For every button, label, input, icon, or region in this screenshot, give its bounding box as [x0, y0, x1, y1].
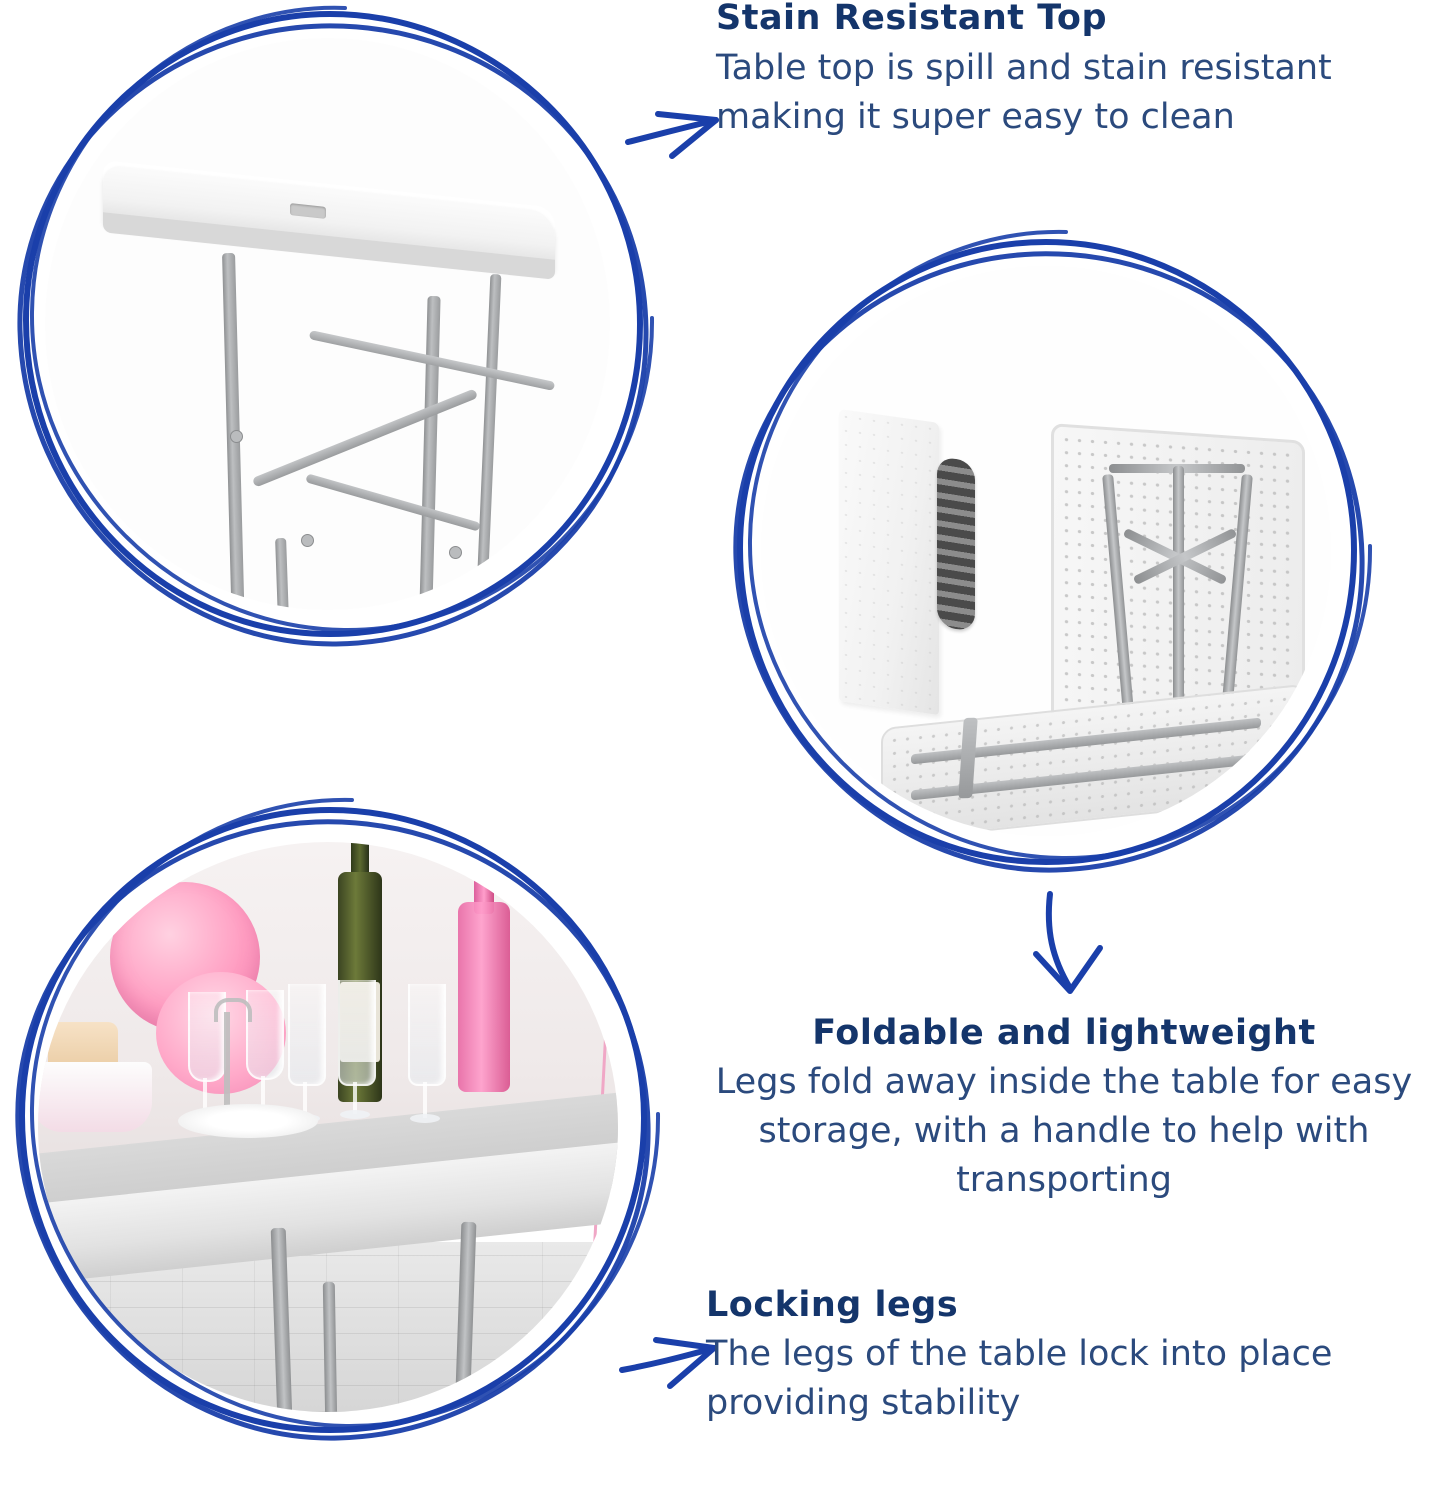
- feature-headline: Locking legs: [706, 1285, 959, 1325]
- feature-locking-legs: [706, 1282, 1428, 1428]
- feature-headline: Stain Resistant Top: [716, 0, 1108, 38]
- callout-folded-table: [716, 226, 1376, 886]
- arrow-to-foldable-icon: [1008, 888, 1148, 1008]
- feature-body: The legs of the table lock into place providing stability: [706, 1334, 1333, 1423]
- callout-party-table: [0, 790, 680, 1450]
- hand-drawn-circle-icon: [716, 226, 1376, 886]
- hand-drawn-circle-icon: [0, 0, 660, 660]
- arrow-to-stain-resistant-icon: [620, 90, 730, 170]
- feature-foldable-lightweight: [700, 1010, 1428, 1205]
- feature-stain-resistant-top: [716, 0, 1428, 142]
- feature-body: Legs fold away inside the table for easy storage, with a handle to help with transporting: [715, 1062, 1413, 1200]
- hand-drawn-circle-icon: [0, 790, 680, 1450]
- callout-table-corner: [0, 0, 660, 660]
- feature-headline: Foldable and lightweight: [812, 1013, 1316, 1053]
- feature-body: Table top is spill and stain resistant making it super easy to clean: [716, 48, 1332, 137]
